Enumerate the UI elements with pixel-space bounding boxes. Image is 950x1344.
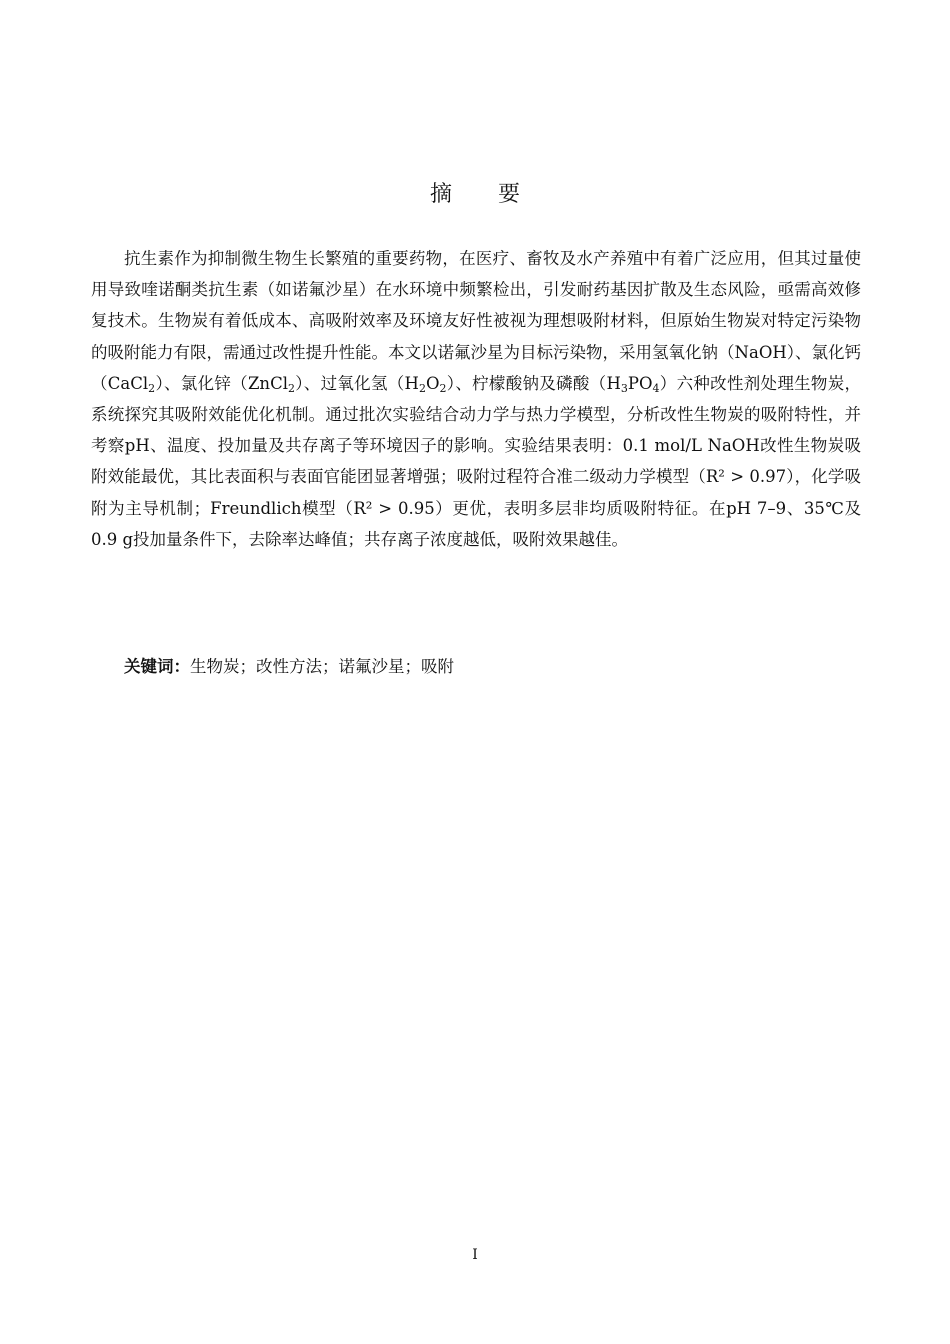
page-number: I (472, 1247, 478, 1263)
abstract-sub-4: 2 (439, 381, 447, 395)
keywords-line (124, 652, 864, 682)
keywords-label: 关键词： (124, 657, 190, 676)
title-char-1: 摘 (429, 182, 452, 207)
keywords-value: 生物炭；改性方法；诺氟沙星；吸附 (190, 657, 454, 676)
abstract-sub-3: 2 (418, 381, 426, 395)
abstract-text-2: ）、氯化锌（ZnCl (155, 373, 288, 393)
page-title (0, 178, 950, 212)
abstract-text-1: 抗生素作为抑制微生物生长繁殖的重要药物，在医疗、畜牧及水产养殖中有着广泛应用，但其过量使用导致喹诺酮类抗生素（如诺氟沙星）在水环境中频繁检出，引发耐药基因扩散及生态风险，亟需高效修复技术。生物炭有着低成本、高吸附效率及环境友好性被视为理想吸附材料，但原始生物炭对特定污染物的吸附能力有限，需通过改性提升性能。本文以诺氟沙星为目标污染物，采用氢氧化钠（NaOH）、氯化钙（CaCl (91, 249, 861, 393)
abstract-text-6: PO (627, 373, 653, 393)
abstract-text-3: ）、过氧化氢（H (294, 373, 419, 393)
abstract-sub-1: 2 (148, 381, 156, 395)
abstract-text-4: O (425, 373, 440, 393)
title-char-2: 要 (498, 182, 521, 207)
abstract-text-7: ）六种改性剂处理生物炭，系统探究其吸附效能优化机制。通过批次实验结合动力学与热力学模型，分析改性生物炭的吸附特性，并考察pH、温度、投加量及共存离子等环境因子的影响。实验结果表明：0.1 mol/L NaOH改性生物炭吸附效能最优，其比表面积与表面官能团显著增强；吸附过程符合准二级动力学模型（R² > 0.97），化学吸附为主导机制；Freundlich模型（R² > 0.95）更优，表明多层非均质吸附特征。在pH 7–9、35℃及0.9 g投加量条件下，去除率达峰值；共存离子浓度越低，吸附效果越佳。 (91, 373, 862, 549)
abstract-sub-2: 2 (287, 381, 295, 395)
abstract-sub-6: 4 (652, 381, 660, 395)
abstract-text-5: ）、柠檬酸钠及磷酸（H (446, 373, 621, 393)
abstract-paragraph (91, 243, 861, 555)
abstract-sub-5: 3 (620, 381, 628, 395)
